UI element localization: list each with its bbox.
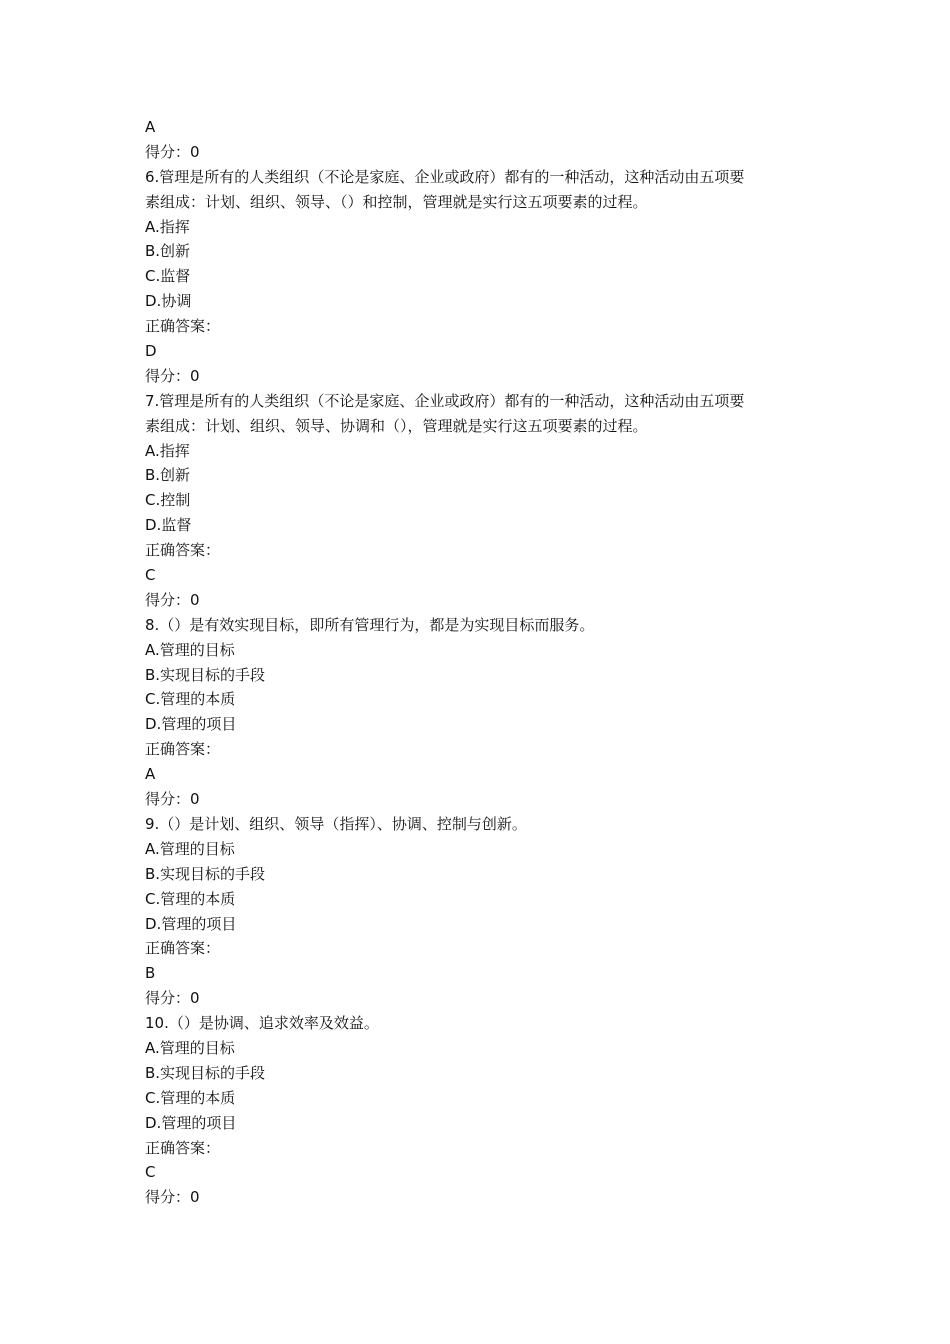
question-8-option-d: D.管理的项目 xyxy=(145,715,237,734)
question-6-option-c: C.监督 xyxy=(145,267,191,286)
question-6-answer-label: 正确答案： xyxy=(145,317,221,336)
question-7-option-b: B.创新 xyxy=(145,466,191,485)
question-7-answer-label: 正确答案： xyxy=(145,541,221,560)
question-9-option-d: D.管理的项目 xyxy=(145,914,237,933)
question-7-option-c: C.控制 xyxy=(145,491,191,510)
question-7-option-a: A.指挥 xyxy=(145,441,190,460)
question-10-answer: C xyxy=(145,1163,156,1182)
question-7-option-d: D.监督 xyxy=(145,516,192,535)
question-9-option-b: B.实现目标的手段 xyxy=(145,864,266,883)
question-6-score: 得分：0 xyxy=(145,366,200,385)
question-10-option-a: A.管理的目标 xyxy=(145,1038,235,1057)
question-6-text-cont: 素组成：计划、组织、领导、（）和控制，管理就是实行这五项要素的过程。 xyxy=(145,192,648,211)
question-6-option-a: A.指挥 xyxy=(145,217,190,236)
question-6-option-d: D.协调 xyxy=(145,292,192,311)
question-10-option-b: B.实现目标的手段 xyxy=(145,1063,266,1082)
question-8-answer: A xyxy=(145,765,156,784)
question-10-score: 得分：0 xyxy=(145,1188,200,1207)
question-9-option-c: C.管理的本质 xyxy=(145,889,236,908)
answer-letter: A xyxy=(145,118,156,136)
question-10-answer-label: 正确答案： xyxy=(145,1138,221,1157)
question-8-option-b: B.实现目标的手段 xyxy=(145,665,266,684)
question-7-text-cont: 素组成：计划、组织、领导、协调和（），管理就是实行这五项要素的过程。 xyxy=(145,416,648,435)
question-9-text: 9.（）是计划、组织、领导（指挥）、协调、控制与创新。 xyxy=(145,814,527,833)
question-9-score: 得分：0 xyxy=(145,989,200,1008)
question-7-text: 7.管理是所有的人类组织（不论是家庭、企业或政府）都有的一种活动，这种活动由五项要 xyxy=(145,391,745,410)
question-7-score: 得分：0 xyxy=(145,590,200,609)
question-8-option-a: A.管理的目标 xyxy=(145,640,235,659)
question-8-score: 得分：0 xyxy=(145,790,200,809)
question-10-text: 10.（）是协调、追求效率及效益。 xyxy=(145,1014,379,1033)
score-line: 得分：0 xyxy=(145,142,200,161)
document-body xyxy=(145,115,825,1210)
question-7-answer: C xyxy=(145,566,156,585)
question-9-answer-label: 正确答案： xyxy=(145,939,221,958)
question-6-answer: D xyxy=(145,342,157,361)
question-10-option-c: C.管理的本质 xyxy=(145,1088,236,1107)
question-8-text: 8.（）是有效实现目标，即所有管理行为，都是为实现目标而服务。 xyxy=(145,615,595,634)
question-9-option-a: A.管理的目标 xyxy=(145,839,235,858)
question-10-option-d: D.管理的项目 xyxy=(145,1113,237,1132)
question-9-answer: B xyxy=(145,964,156,983)
question-8-option-c: C.管理的本质 xyxy=(145,690,236,709)
question-6-text: 6.管理是所有的人类组织（不论是家庭、企业或政府）都有的一种活动，这种活动由五项要 xyxy=(145,167,745,186)
question-6-option-b: B.创新 xyxy=(145,242,191,261)
question-8-answer-label: 正确答案： xyxy=(145,740,221,759)
